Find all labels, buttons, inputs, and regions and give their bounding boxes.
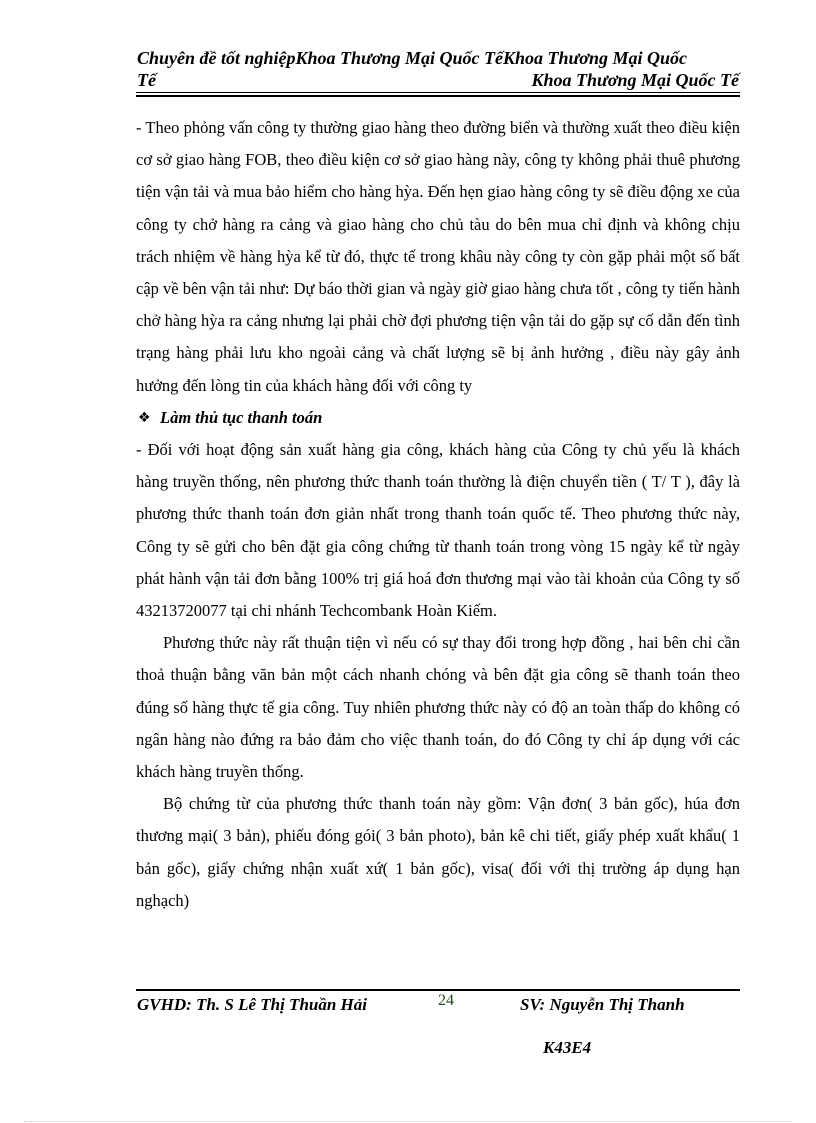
header-title-line-1: Chuyên đề tốt nghiệpKhoa Thương Mại Quốc TếKhoa Thương Mại Quốc <box>137 48 687 68</box>
paragraph-shipping: - Theo phỏng vấn công ty thường giao hàng theo đường biển và thường xuất theo điều kiện cơ sở giao hàng FOB, theo điều kiện cơ sở giao hàng này, công ty không phải thuê phương tiện vận tải và mua bảo hiểm cho hàng hỳa. Đến hẹn giao hàng công ty sẽ điều động xe của công ty chở hàng ra cảng và giao hàng cho chủ tàu do bên mua chỉ định và không chịu trách nhiệm về hàng hỳa kể từ đó, thực tế trong khâu này công ty còn gặp phải một số bất cập về bên vận tải như: Dự báo thời gian và ngày giờ giao hàng chưa tốt , công ty tiến hành chở hàng hỳa ra cảng nhưng lại phải chờ đợi phương tiện vận tải do gặp sự cố dẫn đến tình trạng hàng phải lưu kho ngoài cảng và chất lượng sẽ bị ảnh hưởng , điều này gây ảnh hưởng đến lòng tin của khách hàng đối với công ty <box>136 118 740 395</box>
diamond-bullet-icon: ❖ <box>138 409 151 426</box>
footer-student-name: SV: Nguyễn Thị Thanh <box>520 995 685 1014</box>
section-heading-text: Làm thủ tục thanh toán <box>160 407 323 427</box>
footer-student-class: K43E4 <box>543 1038 592 1057</box>
header-title-line-2 <box>137 70 739 91</box>
header-rule-thick <box>136 95 740 97</box>
header-line-2-right: Khoa Thương Mại Quốc Tế <box>531 70 739 90</box>
page-bottom-edge <box>24 1121 792 1122</box>
paragraph-documents: Bộ chứng từ của phương thức thanh toán này gồm: Vận đơn( 3 bản gốc), húa đơn thương mại( 3 bản), phiếu đóng gói( 3 bản photo), bản kê chi tiết, giấy phép xuất khẩu( 1 bản gốc), giấy chứng nhận xuất xứ( 1 bản gốc), visa( đối với thị trường áp dụng hạn nghạch) <box>136 794 740 910</box>
paragraph-convenience: Phương thức này rất thuận tiện vì nếu có sự thay đổi trong hợp đồng , hai bên chỉ cần thoả thuận bằng văn bản một cách nhanh chóng và bên đặt gia công sẽ thanh toán theo đúng số hàng thực tế gia công. Tuy nhiên phương thức này có độ an toàn thấp do không có ngân hàng nào đứng ra bảo đảm cho việc thanh toán, do đó Công ty chỉ áp dụng với các khách hàng truyền thống. <box>136 633 740 782</box>
paragraph-payment-method: - Đối với hoạt động sản xuất hàng gia công, khách hàng của Công ty chủ yếu là khách hàng truyền thống, nên phương thức thanh toán thường là điện chuyển tiền ( T/ T ), đây là phương thức thanh toán đơn giản nhất trong thanh toán quốc tế. Theo phương thức này, Công ty sẽ gửi cho bên đặt gia công chứng từ thanh toán trong vòng 15 ngày kể từ ngày phát hành vận tải đơn bằng 100% trị giá hoá đơn thương mại vào tài khoản của Công ty số 43213720077 tại chi nhánh Techcombank Hoàn Kiếm. <box>136 440 740 621</box>
page-number: 24 <box>438 992 454 1009</box>
section-heading-payment <box>136 402 740 434</box>
document-body <box>136 112 740 917</box>
footer-supervisor: GVHD: Th. S Lê Thị Thuần Hải <box>137 995 368 1014</box>
header-rule-thin <box>136 92 740 93</box>
header-line-2-left: Tế <box>137 70 156 90</box>
